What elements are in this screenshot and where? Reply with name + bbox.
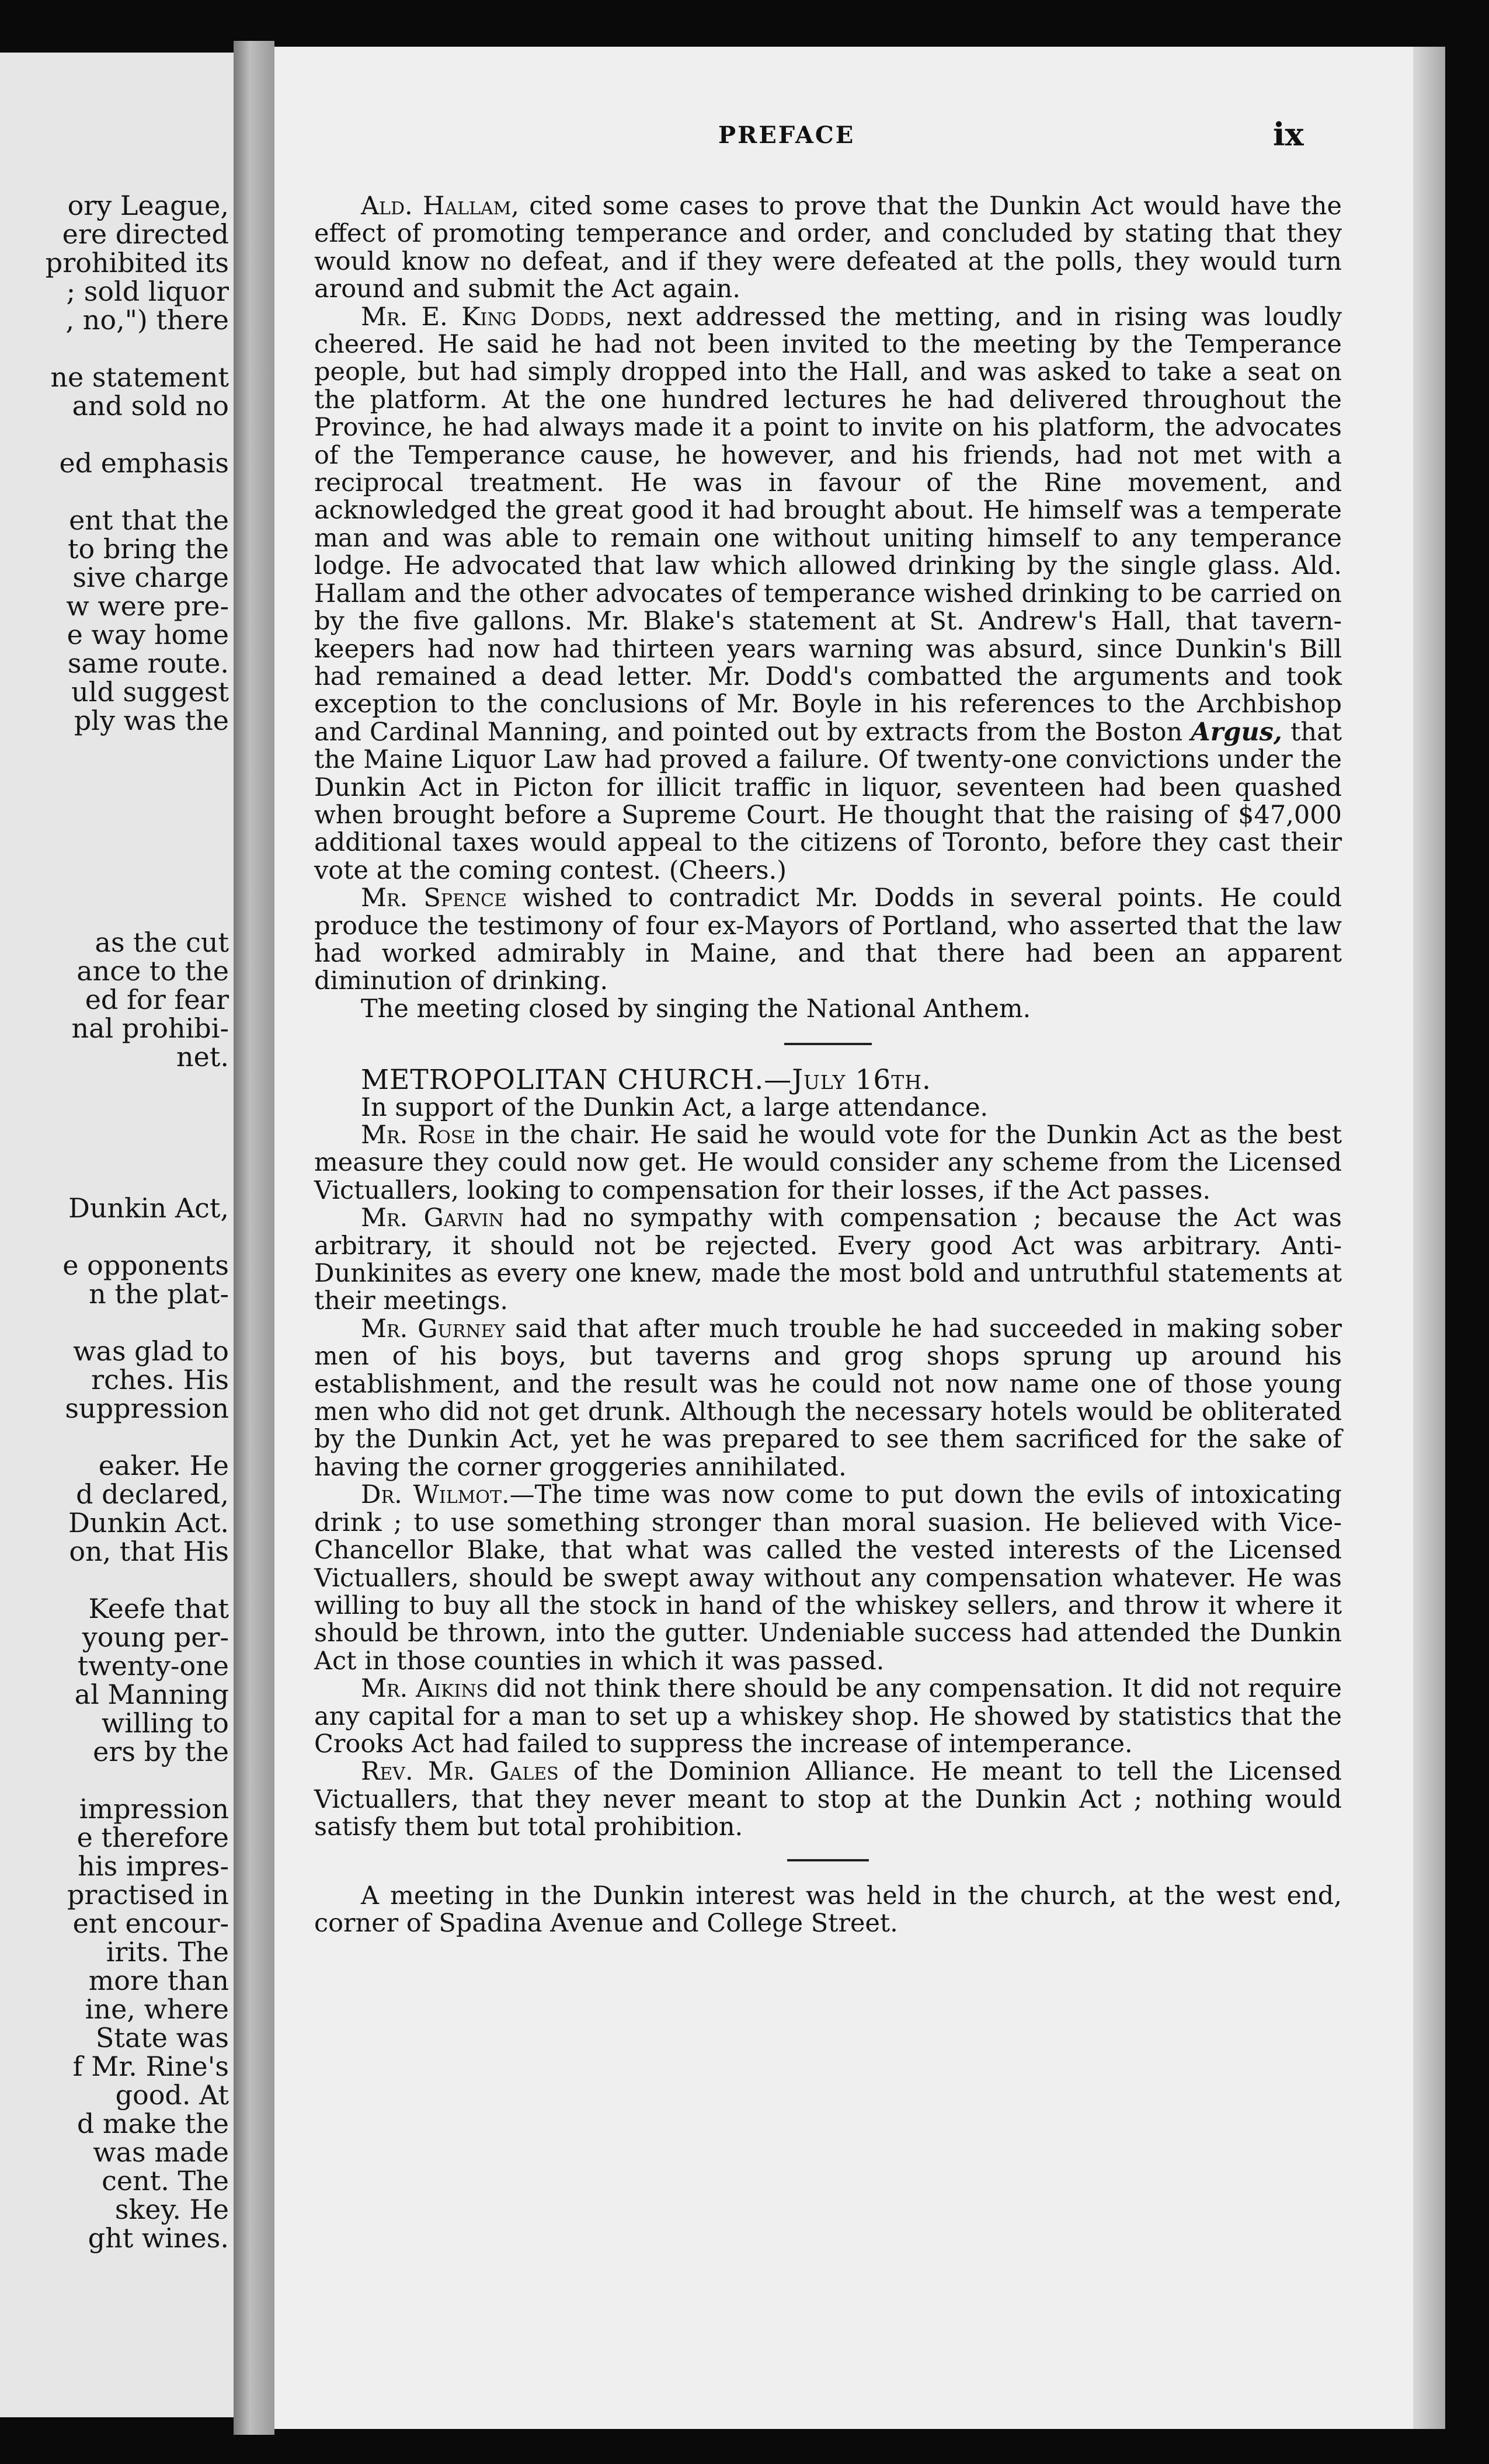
paragraph-wilmot xyxy=(314,1481,1342,1675)
left-fragment-line: young per- xyxy=(82,1621,229,1653)
left-fragment-line: willing to xyxy=(101,1707,229,1739)
speaker-name: Mr. Gurney xyxy=(361,1314,506,1344)
left-fragment-line: ght wines. xyxy=(88,2222,229,2254)
left-fragment-line: net. xyxy=(176,1041,229,1073)
left-fragment-line: ent encour- xyxy=(72,1908,229,1939)
left-fragment-line: Dunkin Act, xyxy=(68,1192,229,1224)
left-fragment-line: and sold no xyxy=(72,390,229,422)
left-fragment-line: uld suggest xyxy=(71,676,229,708)
paragraph-closing: The meeting closed by singing the National Anthem. xyxy=(361,994,1031,1024)
left-page-fragment xyxy=(0,53,234,2417)
paragraph-final: A meeting in the Dunkin interest was held in the church, at the west end, corner of Spadina Avenue and College Street. xyxy=(314,1881,1342,1938)
left-fragment-line: ed emphasis xyxy=(59,447,229,479)
left-fragment-line: ne statement xyxy=(50,361,229,393)
paragraph-spence xyxy=(314,885,1342,996)
section-title: METROPOLITAN CHURCH.— xyxy=(361,1064,792,1097)
speaker-name: Mr. Spence xyxy=(361,883,507,913)
paragraph-support: In support of the Dunkin Act, a large attendance. xyxy=(361,1092,989,1122)
section-date: July 16th. xyxy=(792,1064,931,1097)
left-fragment-line: was glad to xyxy=(73,1335,229,1367)
left-fragment-line: more than xyxy=(88,1965,229,1996)
paragraph-rose xyxy=(314,1122,1342,1205)
speaker-name: Mr. E. King Dodds, xyxy=(361,302,613,332)
left-fragment-line: Dunkin Act. xyxy=(68,1507,229,1539)
left-fragment-line: f Mr. Rine's xyxy=(72,2051,229,2082)
section-divider xyxy=(784,1043,872,1045)
speaker-name: Mr. Garvin xyxy=(361,1203,504,1233)
left-fragment-line: ; sold liquor xyxy=(66,276,229,307)
paragraph-text: in the chair. He said he would vote for the Dunkin Act as the best measure they could now get. He would consider any scheme from the Licensed Victuallers, looking to compensation for their losses, if the Act passes. xyxy=(314,1120,1342,1205)
left-fragment-line: w were pre- xyxy=(66,590,229,622)
left-fragment-line: irits. The xyxy=(106,1936,229,1968)
left-fragment-line: twenty-one xyxy=(77,1650,229,1682)
left-fragment-line: sive charge xyxy=(72,562,229,593)
section-divider xyxy=(787,1859,869,1861)
left-fragment-line: nal prohibi- xyxy=(71,1012,229,1044)
body-text xyxy=(314,193,1342,1937)
left-fragment-line: skey. He xyxy=(114,2194,229,2225)
left-fragment-line: same route. xyxy=(67,648,229,679)
running-head: PREFACE xyxy=(718,121,855,149)
paragraph-garvin xyxy=(314,1205,1342,1315)
left-fragment-line: prohibited its xyxy=(45,247,229,279)
speaker-name: Mr. Rose xyxy=(361,1120,476,1150)
paragraph-text: of the Dominion Alliance. He meant to tell the Licensed Victuallers, that they never meant to stop at the Dunkin Act ; nothing would satisfy them but total prohibition. xyxy=(314,1757,1342,1842)
left-fragment-line: ply was the xyxy=(74,705,229,736)
paragraph-hallam xyxy=(314,193,1342,304)
paragraph-text: had no sympathy with compensation ; because the Act was arbitrary, it should not be rejected. Every good Act was arbitrary. Anti-Dunkinites as every one knew, made the most bold and untruthful statements at their meetings. xyxy=(314,1203,1342,1316)
left-fragment-line: ere directed xyxy=(62,218,229,250)
paragraph-text: —The time was now come to put down the evils of intoxicating drink ; to use something stronger than moral suasion. He believed with Vice-Chancellor Blake, that what was called the vested interests of the Licensed Victuallers, should be swept away without any compensation whatever. He was willing to buy all the stock in hand of the whiskey sellers, and throw it where it should be thrown, into the gutter. Undeniable success had attended the Dunkin Act in those counties in which it was passed. xyxy=(314,1480,1342,1676)
left-fragment-line: eaker. He xyxy=(98,1450,229,1481)
left-fragment-line: Keefe that xyxy=(88,1593,229,1624)
left-fragment-line: ine, where xyxy=(85,1993,229,2025)
speaker-name: Mr. Aikins xyxy=(361,1674,489,1704)
book-gutter xyxy=(234,41,274,2435)
left-fragment-line: impression xyxy=(79,1793,229,1825)
left-fragment-line: ers by the xyxy=(93,1736,229,1767)
left-fragment-line: e therefore xyxy=(76,1822,229,1853)
paragraph-text: wished to contradict Mr. Dodds in several points. He could produce the testimony of four ex-Mayors of Portland, who asserted that the law had worked admirably in Maine, and that there had been an apparent diminution of drinking. xyxy=(314,883,1342,996)
left-fragment-line: his impres- xyxy=(78,1850,229,1882)
paragraph-gales xyxy=(314,1758,1342,1841)
left-fragment-line: d declared, xyxy=(76,1478,229,1510)
left-fragment-line: practised in xyxy=(67,1879,229,1910)
left-fragment-line: ed for fear xyxy=(85,984,229,1015)
left-fragment-line: suppression xyxy=(65,1393,229,1424)
speaker-name: Ald. Hallam, xyxy=(361,192,520,221)
left-fragment-line: al Manning xyxy=(74,1679,229,1710)
left-fragment-line: , no,") there xyxy=(65,304,229,336)
paragraph-dodds xyxy=(314,304,1342,885)
left-fragment-line: rches. His xyxy=(91,1364,229,1395)
newspaper-title: Argus, xyxy=(1191,717,1282,747)
paragraph-gurney xyxy=(314,1315,1342,1481)
left-fragment-line: good. At xyxy=(115,2079,229,2111)
section-heading xyxy=(314,1064,1342,1097)
left-fragment-line: ory League, xyxy=(67,190,229,221)
left-fragment-line: as the cut xyxy=(95,927,229,958)
paragraph-text: next addressed the metting, and in rising was loudly cheered. He said he had not been invited to the meeting by the Temperance people, but had simply dropped into the Hall, and was asked to take a seat on the platform. At the one hundred lectures he had delivered throughout the Province, he had always made it a point to invite on his platform, the advocates of the Temperance cause, he however, and his friends, had not met with a reciprocal treatment. He was in favour of the Rine movement, and acknowledged the great good it had brought about. He himself was a temperate man and was able to remain one without uniting himself to any temperance lodge. He advocated that law which allowed drinking by the single glass. Ald. Hallam and the other advocates of temperance wished drinking to be carried on by the five gallons. Mr. Blake's statement at St. Andrew's Hall, that tavern-keepers had now had thirteen years warning was absurd, since Dunkin's Bill had remained a dead letter. Mr. Dodd's combatted the arguments and took exception to the conclusions of Mr. Boyle in his references to the Archbishop and Cardinal Manning, and pointed out by extracts from the Boston xyxy=(314,302,1342,747)
paragraph-aikins xyxy=(314,1675,1342,1758)
paragraph-text: cited some cases to prove that the Dunkin Act would have the effect of promoting temperance and order, and concluded by stating that they would know no defeat, and if they were defeated at the polls, they would turn around and submit the Act again. xyxy=(314,192,1342,304)
left-fragment-line: State was xyxy=(95,2022,229,2054)
left-fragment-line: ance to the xyxy=(76,955,229,987)
left-fragment-line: e opponents xyxy=(62,1250,229,1281)
left-fragment-line: ent that the xyxy=(69,504,229,536)
paragraph-text: did not think there should be any compensation. It did not require any capital for a man to set up a whiskey shop. He showed by statistics that the Crooks Act had failed to suppress the increase of intemperance. xyxy=(314,1674,1342,1759)
left-fragment-line: e way home xyxy=(67,619,229,650)
paragraph-text: said that after much trouble he had succeeded in making sober men of his boys, but taverns and grog shops sprung up around his establishment, and the result was he could not now name one of those young men who did not get drunk. Although the necessary hotels would be obliterated by the Dunkin Act, yet he was prepared to see them sacrificed for the sake of having the corner groggeries annihilated. xyxy=(314,1314,1342,1482)
left-fragment-line: on, that His xyxy=(69,1536,229,1567)
speaker-name: Rev. Mr. Gales xyxy=(361,1757,559,1787)
page-edge xyxy=(1413,47,1445,2429)
speaker-name: Dr. Wilmot. xyxy=(361,1480,510,1510)
left-fragment-line: to bring the xyxy=(68,533,229,565)
left-fragment-line: was made xyxy=(93,2136,229,2168)
left-fragment-line: n the plat- xyxy=(89,1278,229,1310)
right-page xyxy=(274,47,1413,2429)
left-fragment-line: d make the xyxy=(76,2108,229,2139)
left-fragment-line: cent. The xyxy=(102,2165,229,2197)
paragraph-text: that the Maine Liquor Law had proved a failure. Of twenty-one convictions under the Dunkin Act in Picton for illicit traffic in liquor, seventeen had been quashed when brought before a Supreme Court. He thought that the raising of $47,000 additional taxes would appeal to the citizens of Toronto, before they cast their vote at the coming contest. (Cheers.) xyxy=(314,717,1342,885)
page-number: ix xyxy=(1273,116,1304,153)
